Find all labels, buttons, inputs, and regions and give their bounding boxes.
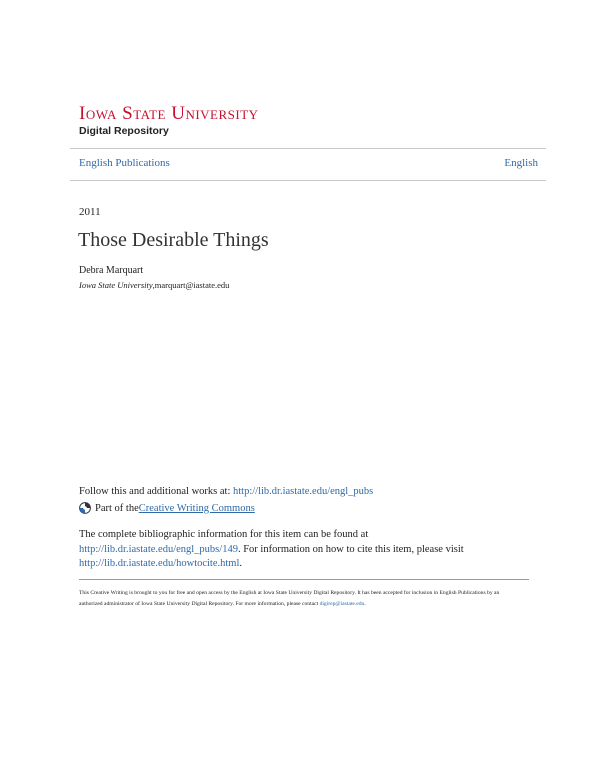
citation-middle: . For information on how to cite this item, please visit: [237, 543, 464, 555]
part-of-line: [79, 502, 255, 514]
author-name: Debra Marquart: [79, 265, 144, 276]
english-department-link[interactable]: English: [504, 157, 538, 169]
citation-paragraph: [79, 528, 519, 572]
collection-nav-bar: [70, 148, 546, 181]
citation-suffix: .: [239, 558, 243, 569]
author-email: ,marquart@iastate.edu: [152, 280, 230, 290]
item-url-link[interactable]: http://lib.dr.iastate.edu/engl_pubs/149: [79, 543, 238, 555]
notice-suffix: .: [364, 601, 366, 607]
follow-works-line: [79, 486, 373, 497]
creative-writing-commons-link[interactable]: Creative Writing Commons: [138, 502, 255, 514]
logo-university-name: Iowa State University: [79, 103, 259, 124]
document-title: Those Desirable Things: [78, 229, 269, 251]
author-affiliation: [79, 280, 229, 290]
university-logo[interactable]: [79, 104, 259, 137]
contact-email-link[interactable]: digirep@iastate.edu: [319, 601, 365, 607]
how-to-cite-link[interactable]: http://lib.dr.iastate.edu/howtocite.html: [79, 558, 240, 569]
english-publications-link[interactable]: English Publications: [79, 157, 170, 169]
part-of-prefix: Part of the: [95, 502, 139, 514]
author-institution: Iowa State University: [79, 280, 153, 290]
notice-text: This Creative Writing is brought to you for free and open access by the English at Iowa State University Digital Repository. It has been accepted for inclusion in English Publications by an authorized administrator of Iowa State University Digital Repository. For more information, please contact: [79, 590, 500, 607]
section-divider: [79, 579, 529, 580]
repository-notice: [79, 588, 519, 610]
logo-repository-name: Digital Repository: [79, 125, 169, 137]
commons-network-icon: [79, 502, 91, 514]
follow-prefix: Follow this and additional works at:: [79, 486, 233, 497]
citation-prefix: The complete bibliographic information for this item can be found at: [79, 529, 369, 540]
publication-year: 2011: [79, 206, 101, 218]
collection-url-link[interactable]: http://lib.dr.iastate.edu/engl_pubs: [233, 486, 374, 497]
